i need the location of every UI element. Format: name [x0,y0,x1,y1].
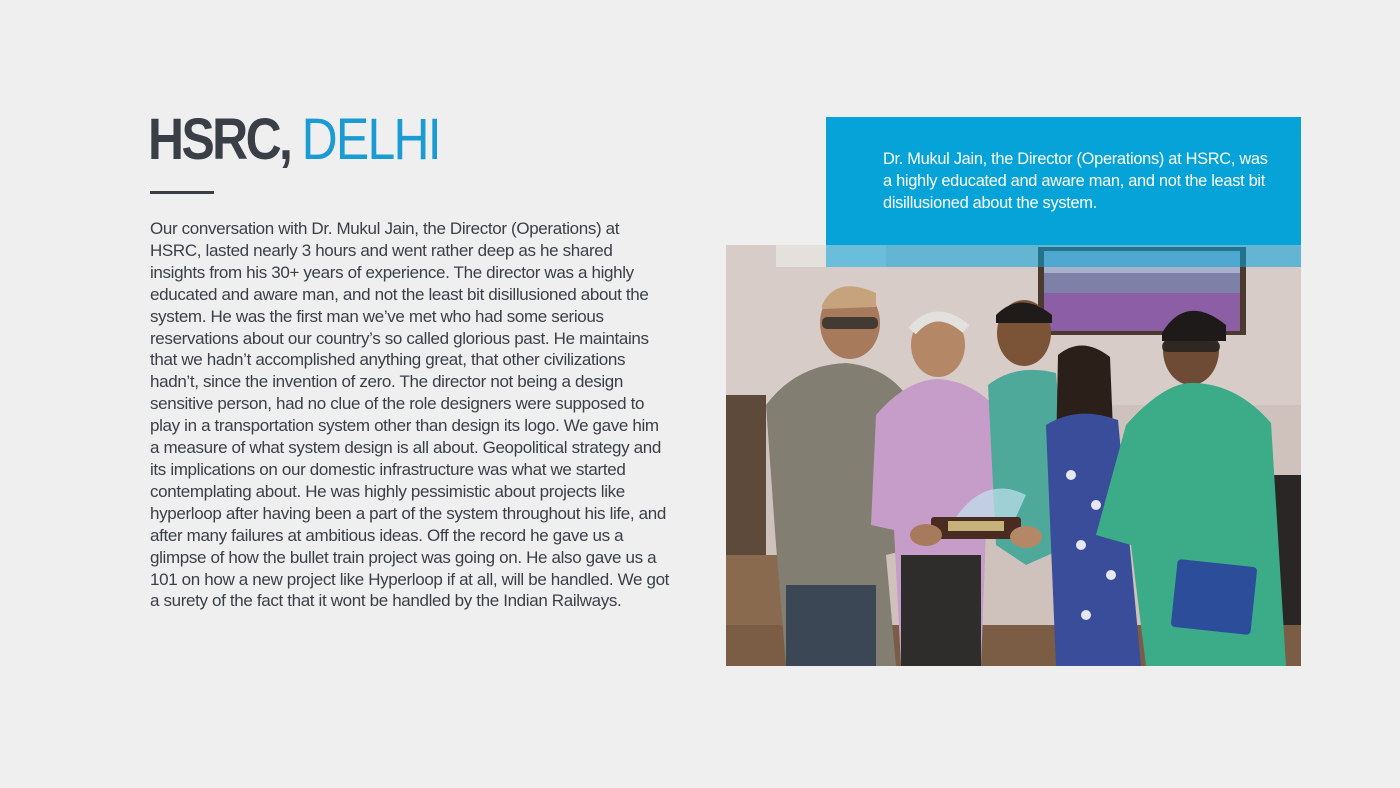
quote-box [826,117,1301,245]
title-light: DELHI [301,107,440,172]
body-paragraph: Our conversation with Dr. Mukul Jain, the Director (Operations) at HSRC, lasted nearly 3 hours and went rather deep as he shared insights from his 30+ years of experience. The director was a highly educated and aware man, and not the least bit disillusioned about the system. He was the first man we’ve met who had some serious reservations about our country’s so called glorious past. He maintains that we hadn’t accomplished anything great, that other civilizations hadn’t, since the invention of zero. The director not being a design sensitive person, had no clue of the role designers were supposed to play in a transportation system other than design its logo. We gave him a measure of what system design is all about. Geopolitical strategy and its implications on our domestic infrastructure was what we started contemplating about. He was highly pessimistic about projects like hyperloop after having been a part of the system throughout his life, and after many failures at ambitious ideas. Off the record he gave us a glimpse of how the bullet train project was going on. He also gave us a 101 on how a new project like Hyperloop if at all, will be handled. We got a surety of the fact that it wont be handled by the Indian Railways. [150,219,670,611]
group-photo [726,245,1301,666]
title-bold: HSRC, [148,107,291,172]
page-title [148,104,440,176]
quote-text: Dr. Mukul Jain, the Director (Operations) at HSRC, was a highly educated and aware man, and not the least bit disillusioned about the system. [883,150,1268,212]
title-underline [150,191,214,194]
